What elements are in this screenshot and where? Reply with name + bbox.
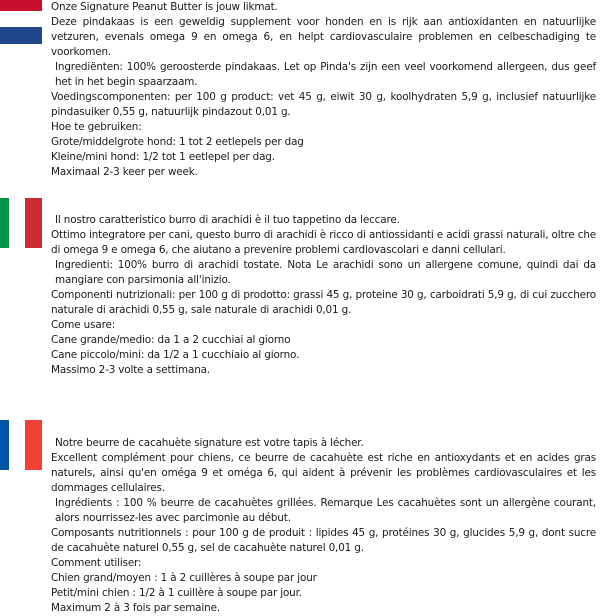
flag-stripe	[25, 198, 42, 248]
fr-intro: Notre beurre de cacahuète signature est votre tapis à lécher.	[55, 437, 364, 449]
france-flag-icon	[0, 420, 42, 470]
flag-stripe	[0, 420, 9, 470]
it-ingredients: Ingredienti: 100% burro di arachidi tostate. Nota Le arachidi sono un allergene comune, quindi dai da mangiare con parsimonia all'inizio.	[55, 259, 596, 286]
italian-section	[51, 213, 596, 378]
nl-usage-small: Kleine/mini hond: 1/2 tot 1 eetlepel per dag.	[51, 151, 275, 163]
flag-stripe	[9, 198, 26, 248]
nl-nutrition: Voedingscomponenten: per 100 g product: vet 45 g, eiwit 30 g, koolhydraten 5,9 g, inclusief natuurlijke pindasuiker 0,55 g, natuurlijk pindazout 0,01 g.	[51, 91, 596, 118]
fr-nutrition: Composants nutritionnels : pour 100 g de produit : lipides 45 g, protéines 30 g, glucides 5,9 g, dont sucre de cacahuète naturel 0,55 g, sel de cacahuète naturel 0,01 g.	[51, 527, 596, 554]
nl-description: Deze pindakaas is een geweldig supplement voor honden en is rijk aan antioxidanten en natuurlijke vetzuren, evenals omega 9 en omega 6, en helpt cardiovasculaire problemen en celbeschadiging te voorkomen.	[51, 16, 596, 58]
it-usage-large: Cane grande/medio: da 1 a 2 cucchiai al giorno	[51, 334, 291, 346]
fr-usage-large: Chien grand/moyen : 1 à 2 cuillères à soupe par jour	[51, 572, 317, 584]
it-intro: Il nostro caratteristico burro di arachidi è il tuo tappetino da leccare.	[55, 214, 400, 226]
nl-ingredients: Ingrediënten: 100% geroosterde pindakaas. Let op Pinda's zijn een veel voorkomend allergeen, dus geef het in het begin spaarzaam.	[55, 61, 596, 88]
it-nutrition: Componenti nutrizionali: per 100 g di prodotto: grassi 45 g, proteine 30 g, carboidrati 5,9 g, di cui zucchero naturale di arachidi 0,55 g, sale naturale di arachidi 0,01 g.	[51, 289, 596, 316]
flag-stripe	[9, 420, 26, 470]
italy-flag-icon	[0, 198, 42, 248]
fr-ingredients: Ingrédients : 100 % beurre de cacahuètes grillées. Remarque Les cacahuètes sont un allergène courant, alors nourrissez-les avec parcimonie au début.	[55, 497, 596, 524]
flag-stripe	[25, 420, 42, 470]
flag-stripe	[0, 11, 42, 28]
flag-stripe	[0, 27, 42, 44]
nl-usage-title: Hoe te gebruiken:	[51, 121, 142, 133]
nl-max: Maximaal 2-3 keer per week.	[51, 166, 198, 178]
french-section	[51, 436, 596, 616]
it-description: Ottimo integratore per cani, questo burro di arachidi è ricco di antiossidanti e acidi grassi naturali, oltre che di omega 9 e omega 6, che aiutano a prevenire problemi cardiovascolari e danni cellulari.	[51, 229, 596, 256]
fr-usage-small: Petit/mini chien : 1/2 à 1 cuillère à soupe par jour.	[51, 587, 302, 599]
fr-max: Maximum 2 à 3 fois par semaine.	[51, 602, 220, 614]
flag-stripe	[0, 198, 9, 248]
netherlands-flag-icon	[0, 0, 42, 44]
flag-stripe	[0, 0, 42, 11]
nl-usage-large: Grote/middelgrote hond: 1 tot 2 eetlepels per dag	[51, 136, 304, 148]
fr-description: Excellent complément pour chiens, ce beurre de cacahuète est riche en antioxydants et en acides gras naturels, ainsi qu'en oméga 9 et oméga 6, qui aident à prévenir les problèmes cardiovasculaires et les dommages cellulaires.	[51, 452, 596, 494]
it-usage-title: Come usare:	[51, 319, 116, 331]
nl-intro: Onze Signature Peanut Butter is jouw likmat.	[51, 1, 278, 13]
it-max: Massimo 2-3 volte a settimana.	[51, 364, 211, 376]
fr-usage-title: Comment utiliser:	[51, 557, 142, 569]
it-usage-small: Cane piccolo/mini: da 1/2 a 1 cucchiaio al giorno.	[51, 349, 300, 361]
dutch-section	[51, 0, 596, 180]
